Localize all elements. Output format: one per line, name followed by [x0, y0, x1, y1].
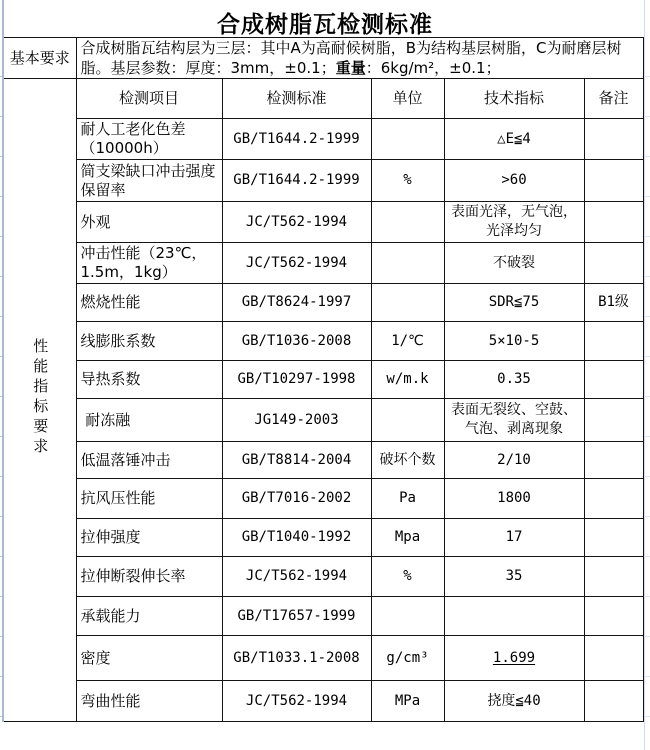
cell-remark	[584, 322, 643, 361]
cell-remark	[584, 119, 643, 160]
basic-text-part1: 合成树脂瓦结构层为三层：其中A为高耐候树脂，B为结构基层树脂，C为耐磨层树脂。基层参数：厚度：3mm，±0.1；	[80, 39, 622, 77]
table-row	[3, 160, 643, 202]
cell-indicator: 5×10-5	[444, 322, 584, 361]
basic-requirement-row	[3, 38, 643, 79]
cell-item: 承载能力	[76, 597, 222, 636]
cell-indicator: 35	[444, 557, 584, 597]
cell-remark	[584, 681, 643, 722]
cell-standard: GB/T8814-2004	[222, 442, 371, 479]
cell-unit: w/m.k	[371, 361, 444, 399]
cell-standard: JC/T562-1994	[222, 243, 371, 284]
cell-remark	[584, 399, 643, 442]
cell-remark	[584, 160, 643, 202]
table-row	[3, 597, 643, 636]
cell-remark	[584, 442, 643, 479]
cell-indicator-underlined: 1.699	[444, 636, 584, 681]
spec-table	[2, 37, 644, 722]
column-header-item: 检测项目	[76, 79, 222, 119]
table-row	[3, 442, 643, 479]
cell-item: 耐冻融	[76, 399, 222, 442]
column-header-standard: 检测标准	[222, 79, 371, 119]
table-row	[3, 322, 643, 361]
basic-requirement-text	[76, 38, 643, 79]
cell-item: 耐人工老化色差（10000h）	[76, 119, 222, 160]
table-row	[3, 519, 643, 557]
cell-unit: Mpa	[371, 519, 444, 557]
basic-requirement-label: 基本要求	[3, 38, 76, 79]
spreadsheet-gridline-left	[2, 0, 4, 37]
column-header-remark: 备注	[584, 79, 643, 119]
cell-item: 线膨胀系数	[76, 322, 222, 361]
cell-remark	[584, 202, 643, 243]
cell-standard: JC/T562-1994	[222, 557, 371, 597]
cell-indicator: 挠度≦40	[444, 681, 584, 722]
cell-standard: GB/T1036-2008	[222, 322, 371, 361]
cell-unit: g/cm³	[371, 636, 444, 681]
cell-unit: MPa	[371, 681, 444, 722]
cell-item: 低温落锤冲击	[76, 442, 222, 479]
cell-item: 拉伸断裂伸长率	[76, 557, 222, 597]
page-title: 合成树脂瓦检测标准	[217, 12, 433, 38]
cell-unit: %	[371, 557, 444, 597]
cell-item: 冲击性能（23℃，1.5m，1kg）	[76, 243, 222, 284]
cell-item: 外观	[76, 202, 222, 243]
cell-standard: JC/T562-1994	[222, 202, 371, 243]
cell-item: 弯曲性能	[76, 681, 222, 722]
cell-item: 拉伸强度	[76, 519, 222, 557]
cell-remark	[584, 557, 643, 597]
basic-text-bold: 重量	[335, 59, 366, 77]
cell-item: 燃烧性能	[76, 284, 222, 322]
cell-unit	[371, 597, 444, 636]
table-row	[3, 479, 643, 519]
cell-standard: GB/T1040-1992	[222, 519, 371, 557]
cell-unit: %	[371, 160, 444, 202]
cell-item: 密度	[76, 636, 222, 681]
cell-unit	[371, 119, 444, 160]
cell-unit	[371, 202, 444, 243]
table-row	[3, 202, 643, 243]
cell-item: 简支梁缺口冲击强度保留率	[76, 160, 222, 202]
table-row	[3, 119, 643, 160]
cell-standard: GB/T1644.2-1999	[222, 160, 371, 202]
table-row	[3, 399, 643, 442]
cell-indicator	[444, 597, 584, 636]
cell-indicator: 1800	[444, 479, 584, 519]
cell-unit	[371, 243, 444, 284]
table-row	[3, 636, 643, 681]
cell-indicator: 17	[444, 519, 584, 557]
cell-indicator: 表面光泽，无气泡，光泽均匀	[444, 202, 584, 243]
cell-indicator: >60	[444, 160, 584, 202]
cell-standard: GB/T10297-1998	[222, 361, 371, 399]
cell-indicator: 表面无裂纹、空鼓、气泡、剥离现象	[444, 399, 584, 442]
cell-indicator: 不破裂	[444, 243, 584, 284]
cell-standard: GB/T8624-1997	[222, 284, 371, 322]
table-row	[3, 361, 643, 399]
table-row	[3, 681, 643, 722]
cell-item: 导热系数	[76, 361, 222, 399]
cell-item: 抗风压性能	[76, 479, 222, 519]
basic-text-part2: ：6kg/m²，±0.1；	[365, 59, 501, 77]
cell-remark	[584, 519, 643, 557]
table-row	[3, 284, 643, 322]
cell-standard: GB/T7016-2002	[222, 479, 371, 519]
column-header-unit: 单位	[371, 79, 444, 119]
cell-remark: B1级	[584, 284, 643, 322]
cell-unit: Pa	[371, 479, 444, 519]
cell-standard: GB/T1644.2-1999	[222, 119, 371, 160]
cell-indicator: △E≦4	[444, 119, 584, 160]
cell-standard: GB/T17657-1999	[222, 597, 371, 636]
cell-remark	[584, 597, 643, 636]
cell-standard: GB/T1033.1-2008	[222, 636, 371, 681]
cell-standard: JG149-2003	[222, 399, 371, 442]
cell-indicator: SDR≦75	[444, 284, 584, 322]
cell-unit	[371, 399, 444, 442]
table-row	[3, 243, 643, 284]
column-header-indicator: 技术指标	[444, 79, 584, 119]
cell-unit: 1/℃	[371, 322, 444, 361]
cell-unit: 破坏个数	[371, 442, 444, 479]
cell-indicator: 2/10	[444, 442, 584, 479]
cell-remark	[584, 361, 643, 399]
cell-remark	[584, 243, 643, 284]
side-label: 性能指标要求	[31, 337, 50, 458]
cell-remark	[584, 479, 643, 519]
header-row	[3, 79, 643, 119]
cell-unit	[371, 284, 444, 322]
cell-remark	[584, 636, 643, 681]
cell-standard: JC/T562-1994	[222, 681, 371, 722]
side-label-cell	[3, 79, 76, 722]
cell-indicator: 0.35	[444, 361, 584, 399]
table-row	[3, 557, 643, 597]
